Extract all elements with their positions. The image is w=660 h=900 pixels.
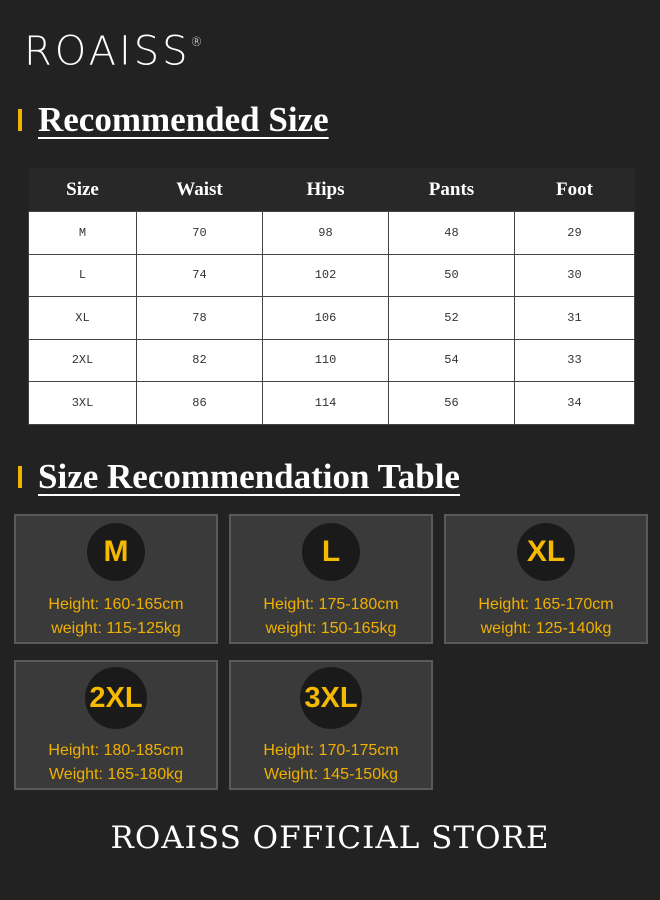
table-cell: 106 [263, 297, 389, 340]
size-card-2xl [14, 660, 218, 790]
table-cell: L [29, 254, 137, 297]
size-badge: XL [517, 523, 575, 581]
column-header: Hips [263, 168, 389, 212]
height-range: Height: 165-170cm [478, 596, 614, 613]
table-cell: 82 [137, 339, 263, 382]
table-cell: 54 [389, 339, 515, 382]
table-cell: 78 [137, 297, 263, 340]
section-size-recommendation-heading [18, 457, 460, 497]
table-cell: 50 [389, 254, 515, 297]
table-cell: 86 [137, 382, 263, 425]
table-cell: 2XL [29, 339, 137, 382]
table-cell: 74 [137, 254, 263, 297]
table-cell: 30 [515, 254, 635, 297]
height-range: Height: 175-180cm [263, 596, 399, 613]
table-row [29, 297, 635, 340]
table-cell: 29 [515, 212, 635, 255]
size-card-l [229, 514, 433, 644]
registered-mark: ® [190, 35, 203, 49]
table-cell: 48 [389, 212, 515, 255]
brand-name: ROAISS [24, 28, 191, 75]
table-cell: 102 [263, 254, 389, 297]
size-card-m [14, 514, 218, 644]
weight-range: weight: 125-140kg [480, 620, 612, 637]
table-header-row [29, 168, 635, 212]
accent-bar-icon [18, 466, 22, 488]
section-title: Recommended Size [38, 100, 329, 139]
table-cell: 52 [389, 297, 515, 340]
table-cell: 31 [515, 297, 635, 340]
height-range: Height: 170-175cm [263, 742, 399, 759]
size-card-3xl [229, 660, 433, 790]
size-table [28, 168, 635, 425]
table-cell: 3XL [29, 382, 137, 425]
table-cell: 110 [263, 339, 389, 382]
weight-range: Weight: 145-150kg [263, 766, 398, 783]
column-header: Pants [389, 168, 515, 212]
weight-range: weight: 150-165kg [265, 620, 397, 637]
table-row [29, 339, 635, 382]
table-cell: 114 [263, 382, 389, 425]
table-cell: M [29, 212, 137, 255]
table-cell: 98 [263, 212, 389, 255]
size-badge: 2XL [85, 667, 147, 729]
column-header: Size [29, 168, 137, 212]
table-cell: 56 [389, 382, 515, 425]
height-range: Height: 160-165cm [48, 596, 184, 613]
weight-range: Weight: 165-180kg [48, 766, 183, 783]
column-header: Foot [515, 168, 635, 212]
brand-logo [24, 22, 203, 75]
section-recommended-size-heading [18, 100, 329, 140]
weight-range: weight: 115-125kg [51, 620, 181, 637]
table-cell: 70 [137, 212, 263, 255]
size-badge: M [87, 523, 145, 581]
size-badge: 3XL [300, 667, 362, 729]
table-cell: 34 [515, 382, 635, 425]
section-title: Size Recommendation Table [38, 457, 460, 496]
table-row [29, 212, 635, 255]
accent-bar-icon [18, 109, 22, 131]
column-header: Waist [137, 168, 263, 212]
table-cell: XL [29, 297, 137, 340]
size-card-xl [444, 514, 648, 644]
height-range: Height: 180-185cm [48, 742, 184, 759]
store-footer: ROAISS OFFICIAL STORE [110, 820, 550, 856]
size-badge: L [302, 523, 360, 581]
table-row [29, 254, 635, 297]
table-row [29, 382, 635, 425]
table-cell: 33 [515, 339, 635, 382]
